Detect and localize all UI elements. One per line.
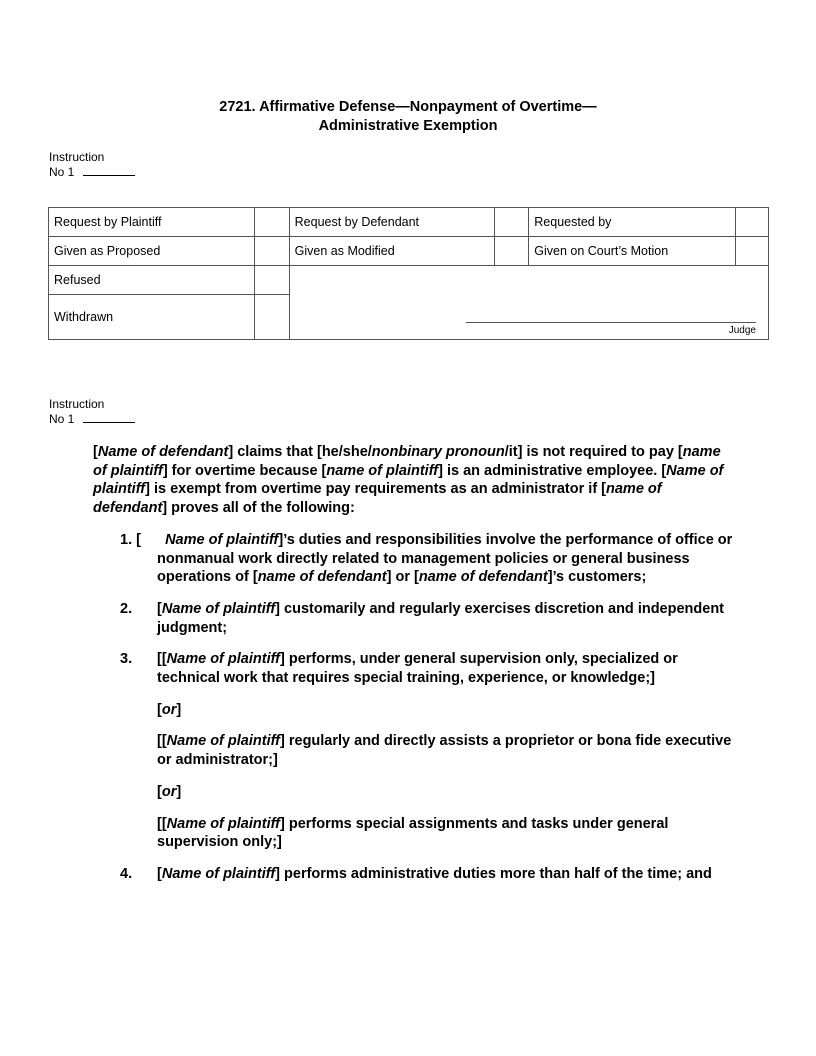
request-by-defendant-checkbox[interactable] [495,208,529,237]
requested-by-label: Requested by [529,208,736,237]
given-on-courts-motion-checkbox[interactable] [735,237,768,266]
alternative-option-1: [[Name of plaintiff] regularly and directly assists a proprietor or bona fide executive or administrator;] [157,733,732,769]
item-number: 3. [120,651,133,668]
instruction-request-table [48,207,769,340]
item-number: 2. [120,600,133,617]
item-text: [Name of plaintiff] customarily and regularly exercises discretion and independent judgment; [157,600,725,636]
given-as-modified-checkbox[interactable] [495,237,529,266]
instruction-label: Instruction [49,150,105,164]
instruction-no: No 1 [49,164,75,179]
elements-list [93,531,733,884]
item-number: 1. [ [120,531,141,548]
alternative-or-2: [or] [157,783,182,800]
withdrawn-checkbox[interactable] [254,295,289,340]
instruction-number-blank[interactable] [83,165,135,176]
request-by-plaintiff-checkbox[interactable] [254,208,289,237]
document-title [0,98,816,136]
instruction-number-blank-2[interactable] [83,412,135,423]
list-item [120,600,733,637]
refused-label: Refused [49,266,255,295]
list-item [120,531,733,587]
request-by-plaintiff-label: Request by Plaintiff [49,208,255,237]
instruction-no-2: No 1 [49,411,75,426]
judge-signature-line[interactable] [466,322,756,323]
title-line-2: Administrative Exemption [318,118,498,134]
request-by-defendant-label: Request by Defendant [289,208,495,237]
given-on-courts-motion-label: Given on Court’s Motion [529,237,736,266]
given-as-proposed-label: Given as Proposed [49,237,255,266]
item-number: 4. [120,865,133,882]
given-as-proposed-checkbox[interactable] [254,237,289,266]
item-text: [[Name of plaintiff] performs, under general supervision only, specialized or technical work that requires special training, experience, or knowledge;] [157,651,678,687]
alternative-option-2: [[Name of plaintiff] performs special assignments and tasks under general supervision only;] [157,815,669,851]
requested-by-checkbox[interactable] [735,208,768,237]
list-item [120,650,733,687]
title-line-1: 2721. Affirmative Defense—Nonpayment of Overtime— [219,99,597,115]
instruction-number-block-2 [49,397,135,426]
list-item [120,865,733,884]
intro-paragraph: [Name of defendant] claims that [he/she/nonbinary pronoun/it] is not required to pay [name of plaintiff] for overtime because [name of plaintiff] is an administrative employee. [Name of plaintiff] is exempt from overtime pay requirements as an administrator if [name of defendant] proves all of the following: [93,444,724,517]
item-text: Name of plaintiff]’s duties and responsibilities involve the performance of office or nonmanual work directly related to management policies or general business operations of [name of defendant] or [name of defendant]’s customers; [157,531,733,586]
judge-label: Judge [728,325,756,336]
instruction-body [93,443,733,897]
alternative-or-1: [or] [157,701,182,718]
item-text: [Name of plaintiff] performs administrative duties more than half of the time; and [157,865,712,882]
judge-signature-area [289,266,768,340]
instruction-label-2: Instruction [49,397,105,411]
given-as-modified-label: Given as Modified [289,237,495,266]
instruction-number-block [49,150,135,179]
withdrawn-label: Withdrawn [49,295,255,340]
refused-checkbox[interactable] [254,266,289,295]
